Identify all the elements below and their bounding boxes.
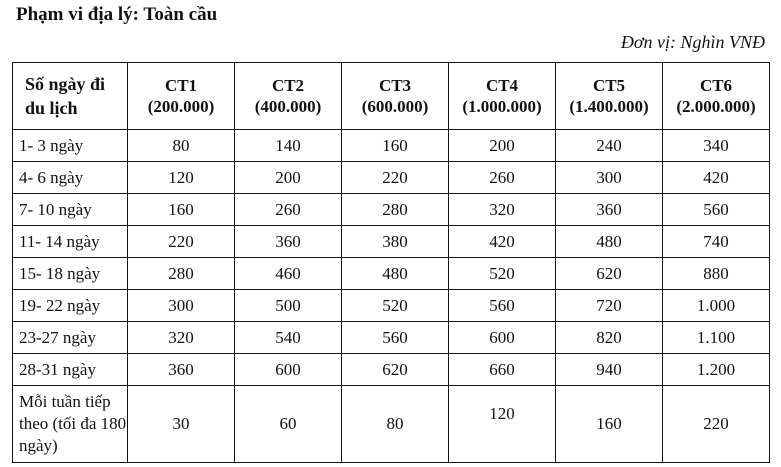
table-cell: 160	[128, 194, 235, 226]
table-cell: 420	[449, 226, 556, 258]
table-cell: 280	[342, 194, 449, 226]
table-cell: 360	[128, 354, 235, 386]
header-row	[13, 63, 770, 130]
row-label: Mỗi tuần tiếp theo (tối đa 180 ngày)	[13, 386, 128, 463]
table-cell: 740	[663, 226, 770, 258]
table-cell: 520	[342, 290, 449, 322]
table-cell: 940	[556, 354, 663, 386]
table-cell: 480	[342, 258, 449, 290]
table-cell: 280	[128, 258, 235, 290]
column-header: CT3 (600.000)	[342, 63, 449, 130]
table-cell: 820	[556, 322, 663, 354]
table-cell: 320	[449, 194, 556, 226]
table-cell: 880	[663, 258, 770, 290]
column-header: CT2 (400.000)	[235, 63, 342, 130]
row-label: 19- 22 ngày	[13, 290, 128, 322]
table-cell: 560	[342, 322, 449, 354]
table-row	[13, 290, 770, 322]
column-header: CT4 (1.000.000)	[449, 63, 556, 130]
table-cell: 600	[235, 354, 342, 386]
table-row	[13, 258, 770, 290]
table-cell: 160	[556, 386, 663, 463]
table-cell: 220	[128, 226, 235, 258]
table-cell: 300	[128, 290, 235, 322]
table-cell: 260	[235, 194, 342, 226]
table-cell: 360	[235, 226, 342, 258]
table-cell: 220	[342, 162, 449, 194]
column-header: CT6 (2.000.000)	[663, 63, 770, 130]
table-cell: 720	[556, 290, 663, 322]
table-cell: 560	[449, 290, 556, 322]
row-label: 11- 14 ngày	[13, 226, 128, 258]
table-cell: 30	[128, 386, 235, 463]
table-cell: 460	[235, 258, 342, 290]
table-cell: 60	[235, 386, 342, 463]
scope-title: Phạm vi địa lý: Toàn cầu	[16, 4, 218, 25]
column-header: CT1 (200.000)	[128, 63, 235, 130]
table-cell: 1.200	[663, 354, 770, 386]
table-cell: 1.100	[663, 322, 770, 354]
row-label: 1- 3 ngày	[13, 130, 128, 162]
table-cell: 340	[663, 130, 770, 162]
table-cell: 300	[556, 162, 663, 194]
table-cell: 360	[556, 194, 663, 226]
table-cell: 320	[128, 322, 235, 354]
table-cell: 480	[556, 226, 663, 258]
row-label: 15- 18 ngày	[13, 258, 128, 290]
table-cell: 560	[663, 194, 770, 226]
table-row	[13, 386, 770, 463]
table-cell: 260	[449, 162, 556, 194]
table-row	[13, 194, 770, 226]
corner-header: Số ngày đi du lịch	[13, 63, 128, 130]
table-cell: 80	[342, 386, 449, 463]
table-cell: 200	[235, 162, 342, 194]
table-row	[13, 322, 770, 354]
table-row	[13, 226, 770, 258]
row-label: 7- 10 ngày	[13, 194, 128, 226]
unit-note: Đơn vị: Nghìn VNĐ	[620, 32, 765, 52]
row-label: 4- 6 ngày	[13, 162, 128, 194]
table-cell: 520	[449, 258, 556, 290]
table-cell: 420	[663, 162, 770, 194]
table-cell: 500	[235, 290, 342, 322]
table-cell: 1.000	[663, 290, 770, 322]
column-header: CT5 (1.400.000)	[556, 63, 663, 130]
table-cell: 220	[663, 386, 770, 463]
table-cell: 540	[235, 322, 342, 354]
table-cell: 660	[449, 354, 556, 386]
premium-table	[12, 62, 770, 463]
row-label: 23-27 ngày	[13, 322, 128, 354]
table-row	[13, 354, 770, 386]
table-cell: 240	[556, 130, 663, 162]
table-row	[13, 130, 770, 162]
table-row	[13, 162, 770, 194]
table-cell: 160	[342, 130, 449, 162]
row-label: 28-31 ngày	[13, 354, 128, 386]
table-cell: 80	[128, 130, 235, 162]
table-cell: 620	[556, 258, 663, 290]
table-cell	[449, 386, 556, 463]
table-cell: 120	[128, 162, 235, 194]
table-cell: 380	[342, 226, 449, 258]
table-cell: 600	[449, 322, 556, 354]
table-cell: 620	[342, 354, 449, 386]
table-cell: 200	[449, 130, 556, 162]
table-cell-value: 120	[489, 404, 515, 423]
table-cell: 140	[235, 130, 342, 162]
